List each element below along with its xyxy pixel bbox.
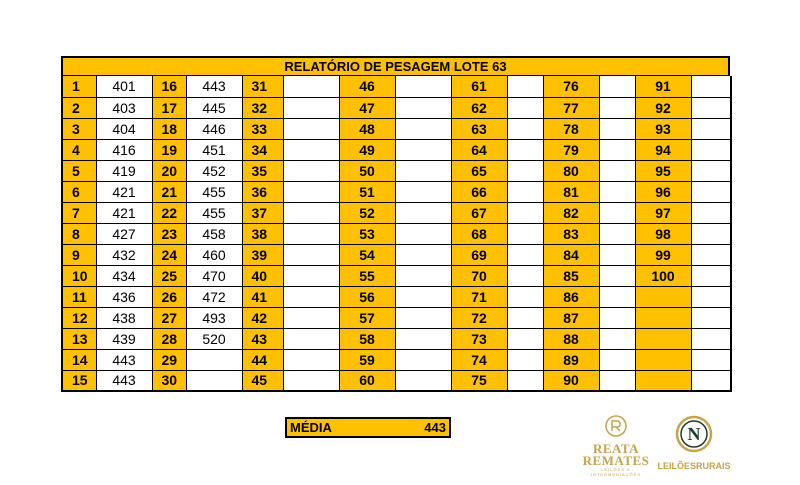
animal-number-cell: 89 — [543, 349, 599, 370]
weight-cell: 416 — [96, 139, 152, 160]
animal-number-cell: 37 — [242, 202, 283, 223]
weight-cell: 520 — [186, 328, 242, 349]
weight-cell: 443 — [96, 370, 152, 391]
weight-cell — [395, 223, 451, 244]
animal-number-cell: 34 — [242, 139, 283, 160]
animal-number-cell: 5 — [62, 160, 96, 181]
animal-number-cell: 43 — [242, 328, 283, 349]
weight-cell — [395, 181, 451, 202]
table-row — [62, 181, 731, 202]
animal-number-cell: 21 — [152, 181, 186, 202]
weight-cell — [283, 202, 339, 223]
weight-cell — [507, 118, 543, 139]
weight-cell — [283, 76, 339, 97]
animal-number-cell: 85 — [543, 265, 599, 286]
animal-number-cell: 76 — [543, 76, 599, 97]
animal-number-cell: 79 — [543, 139, 599, 160]
weight-cell — [691, 160, 731, 181]
animal-number-cell: 29 — [152, 349, 186, 370]
animal-number-cell: 77 — [543, 97, 599, 118]
weight-cell — [599, 139, 635, 160]
weight-cell — [507, 181, 543, 202]
weight-cell — [691, 286, 731, 307]
weight-cell: 458 — [186, 223, 242, 244]
animal-number-cell: 65 — [451, 160, 507, 181]
weight-cell — [283, 265, 339, 286]
animal-number-cell: 67 — [451, 202, 507, 223]
weight-cell — [599, 97, 635, 118]
weight-cell — [507, 139, 543, 160]
weight-cell — [395, 286, 451, 307]
weight-cell — [283, 349, 339, 370]
animal-number-cell: 8 — [62, 223, 96, 244]
animal-number-cell: 98 — [635, 223, 691, 244]
animal-number-cell: 97 — [635, 202, 691, 223]
weight-cell — [691, 97, 731, 118]
animal-number-cell: 56 — [339, 286, 395, 307]
weight-cell — [507, 97, 543, 118]
weight-cell — [599, 286, 635, 307]
weight-cell — [599, 244, 635, 265]
weight-cell — [395, 349, 451, 370]
animal-number-cell: 52 — [339, 202, 395, 223]
weight-cell: 421 — [96, 181, 152, 202]
animal-number-cell: 63 — [451, 118, 507, 139]
animal-number-cell: 75 — [451, 370, 507, 391]
animal-number-cell: 54 — [339, 244, 395, 265]
weight-cell: 401 — [96, 76, 152, 97]
weight-cell — [395, 118, 451, 139]
animal-number-cell: 93 — [635, 118, 691, 139]
weight-cell — [395, 244, 451, 265]
animal-number-cell: 40 — [242, 265, 283, 286]
animal-number-cell: 3 — [62, 118, 96, 139]
animal-number-cell: 94 — [635, 139, 691, 160]
average-value: 443 — [424, 420, 446, 435]
weight-cell: 451 — [186, 139, 242, 160]
weight-cell — [691, 265, 731, 286]
animal-number-cell: 2 — [62, 97, 96, 118]
weight-cell — [507, 349, 543, 370]
table-row — [62, 328, 731, 349]
animal-number-cell: 64 — [451, 139, 507, 160]
animal-number-cell: 71 — [451, 286, 507, 307]
table-row — [62, 370, 731, 391]
table-row — [62, 244, 731, 265]
weight-cell: 446 — [186, 118, 242, 139]
reata-remates-logo — [580, 414, 652, 480]
weight-cell: 439 — [96, 328, 152, 349]
animal-number-cell: 24 — [152, 244, 186, 265]
reata-logo-line1: REATA — [592, 441, 640, 456]
animal-number-cell: 80 — [543, 160, 599, 181]
animal-number-cell — [635, 307, 691, 328]
weight-cell: 403 — [96, 97, 152, 118]
weight-cell — [507, 286, 543, 307]
weight-cell: 455 — [186, 202, 242, 223]
weight-cell — [395, 370, 451, 391]
animal-number-cell: 55 — [339, 265, 395, 286]
weight-cell: 443 — [186, 76, 242, 97]
animal-number-cell — [635, 349, 691, 370]
animal-number-cell: 91 — [635, 76, 691, 97]
reata-logo-tagline: LEILÕES E INTERMEDIAÇÕES — [590, 467, 641, 477]
animal-number-cell: 100 — [635, 265, 691, 286]
weight-cell — [283, 286, 339, 307]
weight-cell — [599, 307, 635, 328]
animal-number-cell: 16 — [152, 76, 186, 97]
animal-number-cell: 17 — [152, 97, 186, 118]
animal-number-cell: 19 — [152, 139, 186, 160]
weight-cell: 427 — [96, 223, 152, 244]
table-row — [62, 139, 731, 160]
animal-number-cell: 36 — [242, 181, 283, 202]
weight-cell: 404 — [96, 118, 152, 139]
weight-cell — [395, 76, 451, 97]
weight-cell — [691, 370, 731, 391]
animal-number-cell: 42 — [242, 307, 283, 328]
weighing-report — [61, 56, 730, 392]
animal-number-cell: 38 — [242, 223, 283, 244]
animal-number-cell: 14 — [62, 349, 96, 370]
weight-cell — [186, 349, 242, 370]
animal-number-cell: 87 — [543, 307, 599, 328]
animal-number-cell: 53 — [339, 223, 395, 244]
weight-cell — [283, 223, 339, 244]
animal-number-cell: 70 — [451, 265, 507, 286]
animal-number-cell: 30 — [152, 370, 186, 391]
animal-number-cell: 81 — [543, 181, 599, 202]
animal-number-cell: 68 — [451, 223, 507, 244]
weight-cell: 419 — [96, 160, 152, 181]
animal-number-cell: 26 — [152, 286, 186, 307]
animal-number-cell — [635, 370, 691, 391]
weight-cell — [507, 76, 543, 97]
table-row — [62, 160, 731, 181]
animal-number-cell: 96 — [635, 181, 691, 202]
weight-cell — [283, 181, 339, 202]
animal-number-cell: 72 — [451, 307, 507, 328]
animal-number-cell: 58 — [339, 328, 395, 349]
weight-cell — [691, 118, 731, 139]
weight-cell — [691, 181, 731, 202]
animal-number-cell: 13 — [62, 328, 96, 349]
animal-number-cell: 18 — [152, 118, 186, 139]
animal-number-cell: 32 — [242, 97, 283, 118]
weight-cell — [395, 328, 451, 349]
weight-cell: 421 — [96, 202, 152, 223]
weight-cell: 438 — [96, 307, 152, 328]
animal-number-cell: 92 — [635, 97, 691, 118]
animal-number-cell: 12 — [62, 307, 96, 328]
weight-cell — [691, 244, 731, 265]
animal-number-cell: 15 — [62, 370, 96, 391]
weight-cell — [599, 118, 635, 139]
weight-cell: 460 — [186, 244, 242, 265]
weight-cell — [283, 160, 339, 181]
animal-number-cell: 46 — [339, 76, 395, 97]
weight-cell: 434 — [96, 265, 152, 286]
weight-cell: 432 — [96, 244, 152, 265]
weight-cell — [283, 244, 339, 265]
animal-number-cell: 23 — [152, 223, 186, 244]
weight-cell — [599, 76, 635, 97]
animal-number-cell: 10 — [62, 265, 96, 286]
animal-number-cell: 6 — [62, 181, 96, 202]
animal-number-cell: 83 — [543, 223, 599, 244]
weight-cell — [395, 202, 451, 223]
weight-cell — [599, 160, 635, 181]
weight-cell — [507, 244, 543, 265]
weight-cell: 445 — [186, 97, 242, 118]
animal-number-cell: 25 — [152, 265, 186, 286]
leiloes-emblem-letter: N — [687, 424, 701, 444]
table-row — [62, 202, 731, 223]
average-label: MÉDIA — [290, 420, 332, 435]
animal-number-cell: 33 — [242, 118, 283, 139]
reata-logo-line2: REMATES — [582, 453, 650, 468]
table-row — [62, 223, 731, 244]
table-row — [62, 265, 731, 286]
weight-cell — [507, 223, 543, 244]
animal-number-cell: 27 — [152, 307, 186, 328]
weight-cell — [691, 139, 731, 160]
weight-cell — [283, 328, 339, 349]
weight-cell — [283, 139, 339, 160]
animal-number-cell: 99 — [635, 244, 691, 265]
animal-number-cell: 82 — [543, 202, 599, 223]
animal-number-cell: 69 — [451, 244, 507, 265]
animal-number-cell: 61 — [451, 76, 507, 97]
weight-cell — [599, 370, 635, 391]
animal-number-cell: 74 — [451, 349, 507, 370]
animal-number-cell: 44 — [242, 349, 283, 370]
leiloes-rurais-logo — [655, 414, 733, 480]
weight-cell — [395, 139, 451, 160]
animal-number-cell: 20 — [152, 160, 186, 181]
weight-cell — [283, 118, 339, 139]
animal-number-cell: 11 — [62, 286, 96, 307]
weight-cell — [599, 328, 635, 349]
weight-cell — [599, 349, 635, 370]
weight-cell — [507, 160, 543, 181]
average-box — [285, 417, 451, 438]
weighing-table — [61, 76, 732, 392]
weight-cell — [283, 97, 339, 118]
animal-number-cell: 51 — [339, 181, 395, 202]
table-row — [62, 286, 731, 307]
weight-cell — [283, 370, 339, 391]
weight-cell — [691, 223, 731, 244]
animal-number-cell: 86 — [543, 286, 599, 307]
weight-cell: 455 — [186, 181, 242, 202]
weight-cell — [507, 265, 543, 286]
table-row — [62, 349, 731, 370]
animal-number-cell: 22 — [152, 202, 186, 223]
animal-number-cell: 59 — [339, 349, 395, 370]
weight-cell: 436 — [96, 286, 152, 307]
weight-cell — [395, 160, 451, 181]
animal-number-cell: 41 — [242, 286, 283, 307]
animal-number-cell: 39 — [242, 244, 283, 265]
weight-cell — [186, 370, 242, 391]
animal-number-cell: 88 — [543, 328, 599, 349]
reata-emblem-icon — [603, 414, 629, 438]
animal-number-cell: 73 — [451, 328, 507, 349]
animal-number-cell: 35 — [242, 160, 283, 181]
animal-number-cell: 47 — [339, 97, 395, 118]
weight-cell — [691, 76, 731, 97]
animal-number-cell: 9 — [62, 244, 96, 265]
weight-cell — [507, 370, 543, 391]
animal-number-cell: 78 — [543, 118, 599, 139]
animal-number-cell: 50 — [339, 160, 395, 181]
weight-cell — [283, 307, 339, 328]
table-row — [62, 97, 731, 118]
table-row — [62, 307, 731, 328]
animal-number-cell: 45 — [242, 370, 283, 391]
animal-number-cell: 31 — [242, 76, 283, 97]
weight-cell: 443 — [96, 349, 152, 370]
animal-number-cell — [635, 328, 691, 349]
weight-cell: 493 — [186, 307, 242, 328]
animal-number-cell: 1 — [62, 76, 96, 97]
animal-number-cell: 84 — [543, 244, 599, 265]
weight-cell — [691, 307, 731, 328]
animal-number-cell: 57 — [339, 307, 395, 328]
animal-number-cell: 62 — [451, 97, 507, 118]
animal-number-cell: 4 — [62, 139, 96, 160]
weight-cell: 472 — [186, 286, 242, 307]
animal-number-cell — [635, 286, 691, 307]
weight-cell — [599, 181, 635, 202]
weight-cell — [395, 265, 451, 286]
weight-cell — [599, 223, 635, 244]
weight-cell: 470 — [186, 265, 242, 286]
weight-cell — [599, 265, 635, 286]
animal-number-cell: 49 — [339, 139, 395, 160]
weight-cell — [395, 307, 451, 328]
table-row — [62, 76, 731, 97]
weight-cell — [507, 202, 543, 223]
animal-number-cell: 60 — [339, 370, 395, 391]
table-row — [62, 118, 731, 139]
weight-cell: 452 — [186, 160, 242, 181]
weight-cell — [507, 328, 543, 349]
weight-cell — [691, 349, 731, 370]
report-title: RELATÓRIO DE PESAGEM LOTE 63 — [61, 56, 730, 76]
animal-number-cell: 90 — [543, 370, 599, 391]
animal-number-cell: 7 — [62, 202, 96, 223]
animal-number-cell: 95 — [635, 160, 691, 181]
weight-cell — [507, 307, 543, 328]
animal-number-cell: 66 — [451, 181, 507, 202]
weight-cell — [599, 202, 635, 223]
weight-cell — [691, 328, 731, 349]
animal-number-cell: 28 — [152, 328, 186, 349]
leiloes-emblem-icon — [674, 414, 714, 454]
weight-cell — [395, 97, 451, 118]
leiloes-logo-text — [655, 461, 733, 471]
leiloes-logo-part2: RURAIS — [696, 461, 731, 471]
animal-number-cell: 48 — [339, 118, 395, 139]
leiloes-logo-part1: LEILÕES — [657, 461, 696, 471]
weight-cell — [691, 202, 731, 223]
